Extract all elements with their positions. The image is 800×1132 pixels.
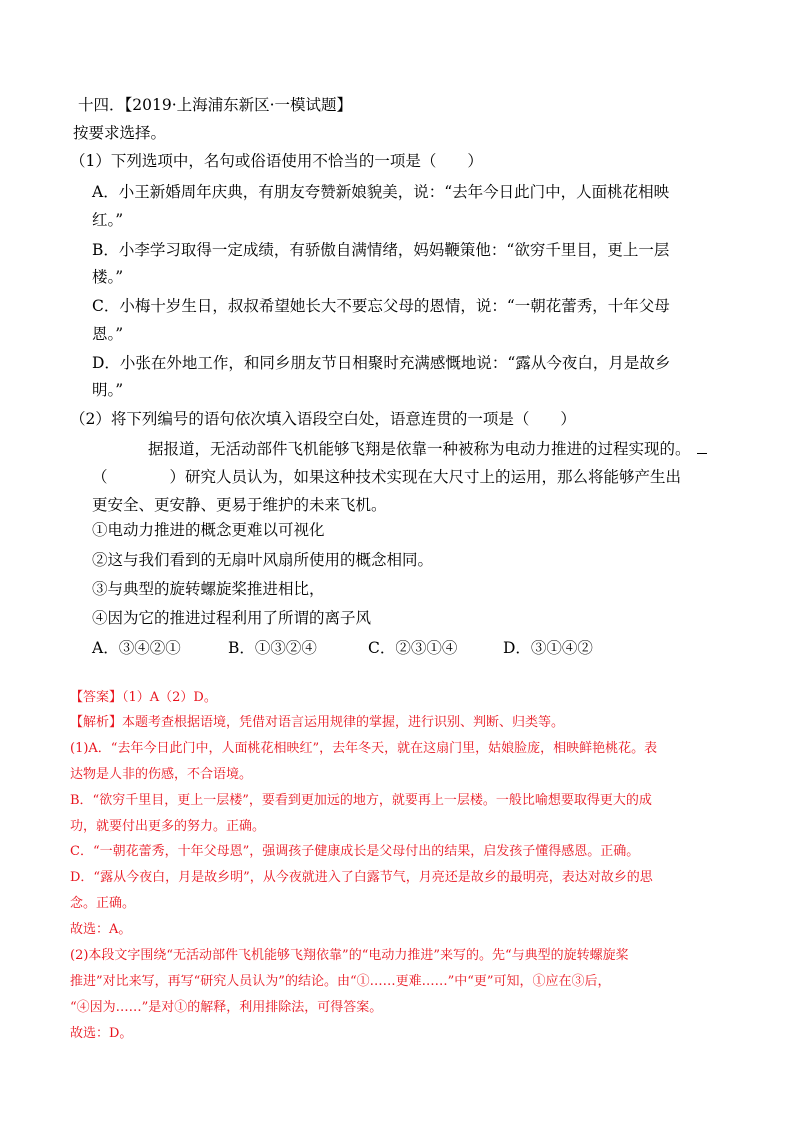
question-number-heading: 十四．【2019·上海浦东新区·一模试题】 (78, 96, 353, 114)
part2-item-4: ④因为它的推进过程利用了所谓的离子风 (92, 609, 372, 627)
part1-stem: （1）下列选项中，名句或俗语使用不恰当的一项是（ ） (70, 152, 483, 170)
part1-option-c-line1: C．小梅十岁生日，叔叔希望她长大不要忘父母的恩情，说：“一朝花蕾秀，十年父母 (92, 297, 670, 315)
part2-item-3: ③与典型的旋转螺旋桨推进相比， (92, 580, 325, 598)
question-instruction: 按要求选择。 (73, 124, 167, 142)
part2-stem: （2）将下列编号的语句依次填入语段空白处，语意连贯的一项是（ ） (70, 410, 576, 428)
part1-option-c-line2: 恩。” (92, 325, 124, 343)
analysis-d-line2: 念。正确。 (70, 896, 136, 911)
analysis-pick-2: 故选：D。 (70, 1026, 133, 1041)
fill-blank-line (697, 439, 707, 454)
part2-choice-c: C．②③①④ (368, 639, 458, 657)
analysis-d-line1: D．“露从今夜白，月是故乡明”，从今夜就进入了白露节气，月亮还是故乡的最明亮，表达对故乡的思 (70, 870, 653, 885)
analysis-intro: 【解析】本题考查根据语境，凭借对语言运用规律的掌握，进行识别、判断、归类等。 (70, 715, 565, 730)
analysis-part2-line2: 推进”对比来写，再写“研究人员认为”的结论。由“①……更难……”中“更”可知，①应在③后， (70, 974, 611, 989)
part1-option-b-line2: 楼。” (92, 268, 124, 286)
answer-line: 【答案】（1）A（2）D。 (70, 690, 217, 705)
part2-passage-line1 (148, 439, 707, 459)
analysis-a-line1: (1)A．“去年今日此门中，人面桃花相映红”，去年冬天，就在这扇门里，姑娘脸庞，相映鲜艳桃花。表 (70, 741, 658, 756)
analysis-a-line2: 达物是人非的伤感，不合语境。 (70, 767, 253, 782)
analysis-pick-1: 故选：A。 (70, 922, 132, 937)
part2-choice-d: D．③①④② (503, 639, 593, 657)
part2-passage-line3: 更安全、更安静、更易于维护的未来飞机。 (92, 496, 387, 514)
part2-item-1: ①电动力推进的概念更难以可视化 (92, 521, 325, 539)
part2-passage-text: 据报道，无活动部件飞机能够飞翔是依靠一种被称为电动力推进的过程实现的。 (148, 440, 691, 458)
part2-item-2: ②这与我们看到的无扇叶风扇所使用的概念相同。 (92, 551, 434, 569)
part2-choice-a: A．③④②① (92, 639, 181, 657)
part1-option-a-line2: 红。” (92, 211, 124, 229)
part1-option-d-line1: D．小张在外地工作，和同乡朋友节日相聚时充满感慨地说：“露从今夜白，月是故乡 (92, 354, 671, 372)
part1-option-a-line1: A．小王新婚周年庆典，有朋友夸赞新娘貌美，说：“去年今日此门中，人面桃花相映 (92, 183, 670, 201)
analysis-part2-line1: (2)本段文字围绕“无活动部件飞机能够飞翔依靠”的“电动力推进”来写的。先“与典型的旋转螺旋桨 (70, 948, 629, 963)
part1-option-b-line1: B．小李学习取得一定成绩，有骄傲自满情绪，妈妈鞭策他：“欲穷千里目，更上一层 (92, 241, 670, 259)
part2-choice-b: B．①③②④ (228, 639, 317, 657)
analysis-b-line1: B．“欲穷千里目，更上一层楼”，要看到更加远的地方，就要再上一层楼。一般比喻想要取得更大的成 (70, 793, 652, 808)
analysis-part2-line3: “④因为……”是对①的解释，利用排除法，可得答案。 (70, 1000, 383, 1015)
part2-passage-line2: （ ）研究人员认为，如果这种技术实现在大尺寸上的运用，那么将能够产生出 (92, 468, 682, 486)
analysis-b-line2: 功，就要付出更多的努力。正确。 (70, 819, 266, 834)
part1-option-d-line2: 明。” (92, 381, 124, 399)
analysis-c-line1: C．“一朝花蕾秀，十年父母恩”，强调孩子健康成长是父母付出的结果，启发孩子懂得感恩。正确。 (70, 844, 640, 859)
